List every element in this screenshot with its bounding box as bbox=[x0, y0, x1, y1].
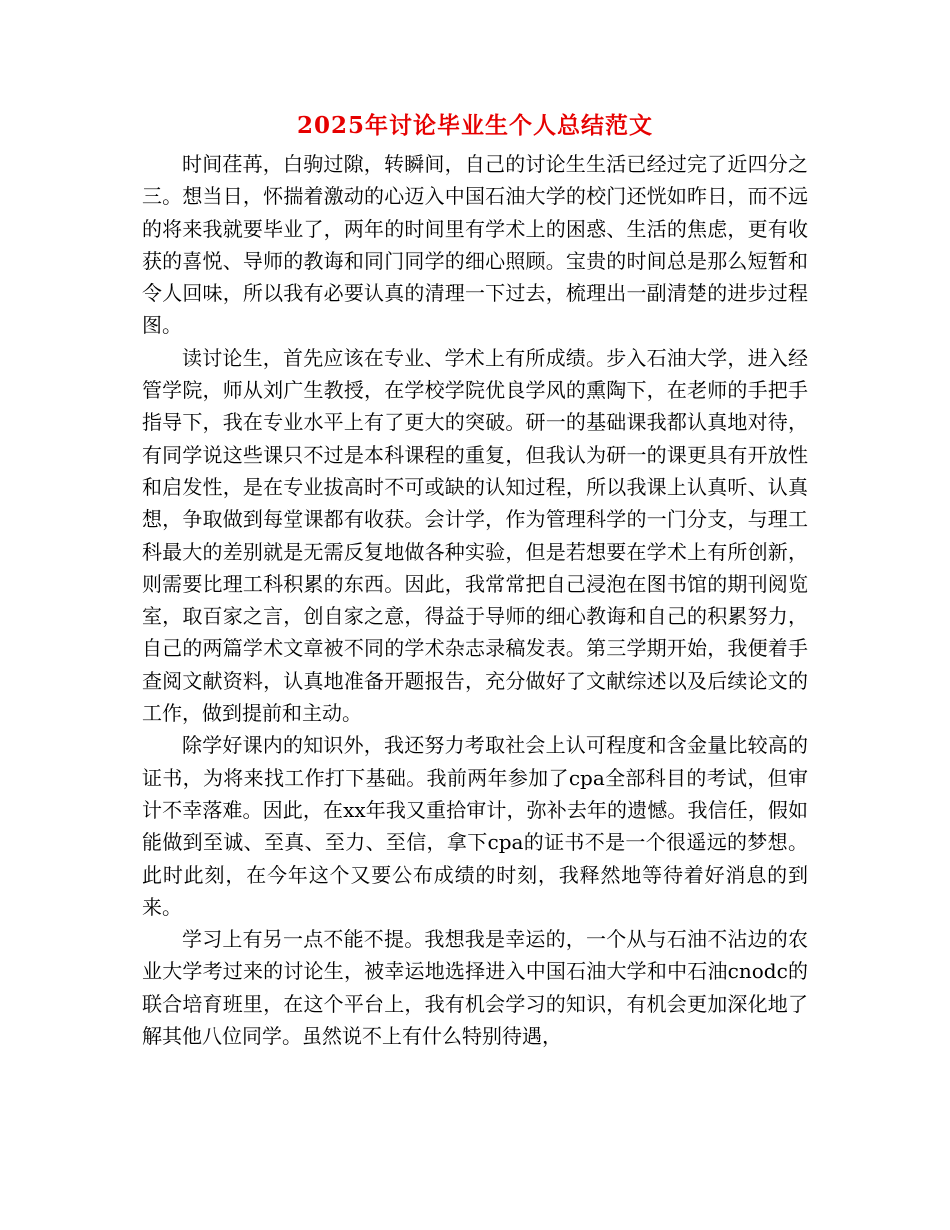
paragraph-1: 时间荏苒，白驹过隙，转瞬间，自己的讨论生生活已经过完了近四分之三。想当日，怀揣着激动的心迈入中国石油大学的校门还恍如昨日，而不远的将来我就要毕业了，两年的时间里有学术上的困惑、生活的焦虑，更有收获的喜悦、导师的教诲和同门同学的细心照顾。宝贵的时间总是那么短暂和令人回味，所以我有必要认真的清理一下过去，梳理出一副清楚的进步过程图。 bbox=[142, 152, 808, 338]
document-title: 2025年讨论毕业生个人总结范文 bbox=[296, 112, 653, 139]
paragraph-4: 学习上有另一点不能不提。我想我是幸运的，一个从与石油不沾边的农业大学考过来的讨论生，被幸运地选择进入中国石油大学和中石油cnodc的联合培育班里，在这个平台上，我有机会学习的知识，有机会更加深化地了解其他八位同学。虽然说不上有什么特别待遇， bbox=[142, 927, 808, 1049]
paragraph-2: 读讨论生，首先应该在专业、学术上有所成绩。步入石油大学，进入经管学院，师从刘广生教授，在学校学院优良学风的熏陶下，在老师的手把手指导下，我在专业水平上有了更大的突破。研一的基础课我都认真地对待，有同学说这些课只不过是本科课程的重复，但我认为研一的课更具有开放性和启发性，是在专业拔高时不可或缺的认知过程，所以我课上认真听、认真想，争取做到每堂课都有收获。会计学，作为管理科学的一门分支，与理工科最大的差别就是无需反复地做各种实验，但是若想要在学术上有所创新，则需要比理工科积累的东西。因此，我常常把自己浸泡在图书馆的期刊阅览室，取百家之言，创自家之意，得益于导师的细心教诲和自己的积累努力，自己的两篇学术文章被不同的学术杂志录稿发表。第三学期开始，我便着手查阅文献资料，认真地准备开题报告，充分做好了文献综述以及后续论文的工作，做到提前和主动。 bbox=[142, 345, 808, 726]
document-body bbox=[142, 148, 808, 1052]
paragraph-3: 除学好课内的知识外，我还努力考取社会上认可程度和含金量比较高的证书，为将来找工作打下基础。我前两年参加了cpa全部科目的考试，但审计不幸落难。因此，在xx年我又重拾审计，弥补去年的遗憾。我信任，假如能做到至诚、至真、至力、至信，拿下cpa的证书不是一个很遥远的梦想。此时此刻，在今年这个又要公布成绩的时刻，我释然地等待着好消息的到来。 bbox=[142, 733, 808, 919]
